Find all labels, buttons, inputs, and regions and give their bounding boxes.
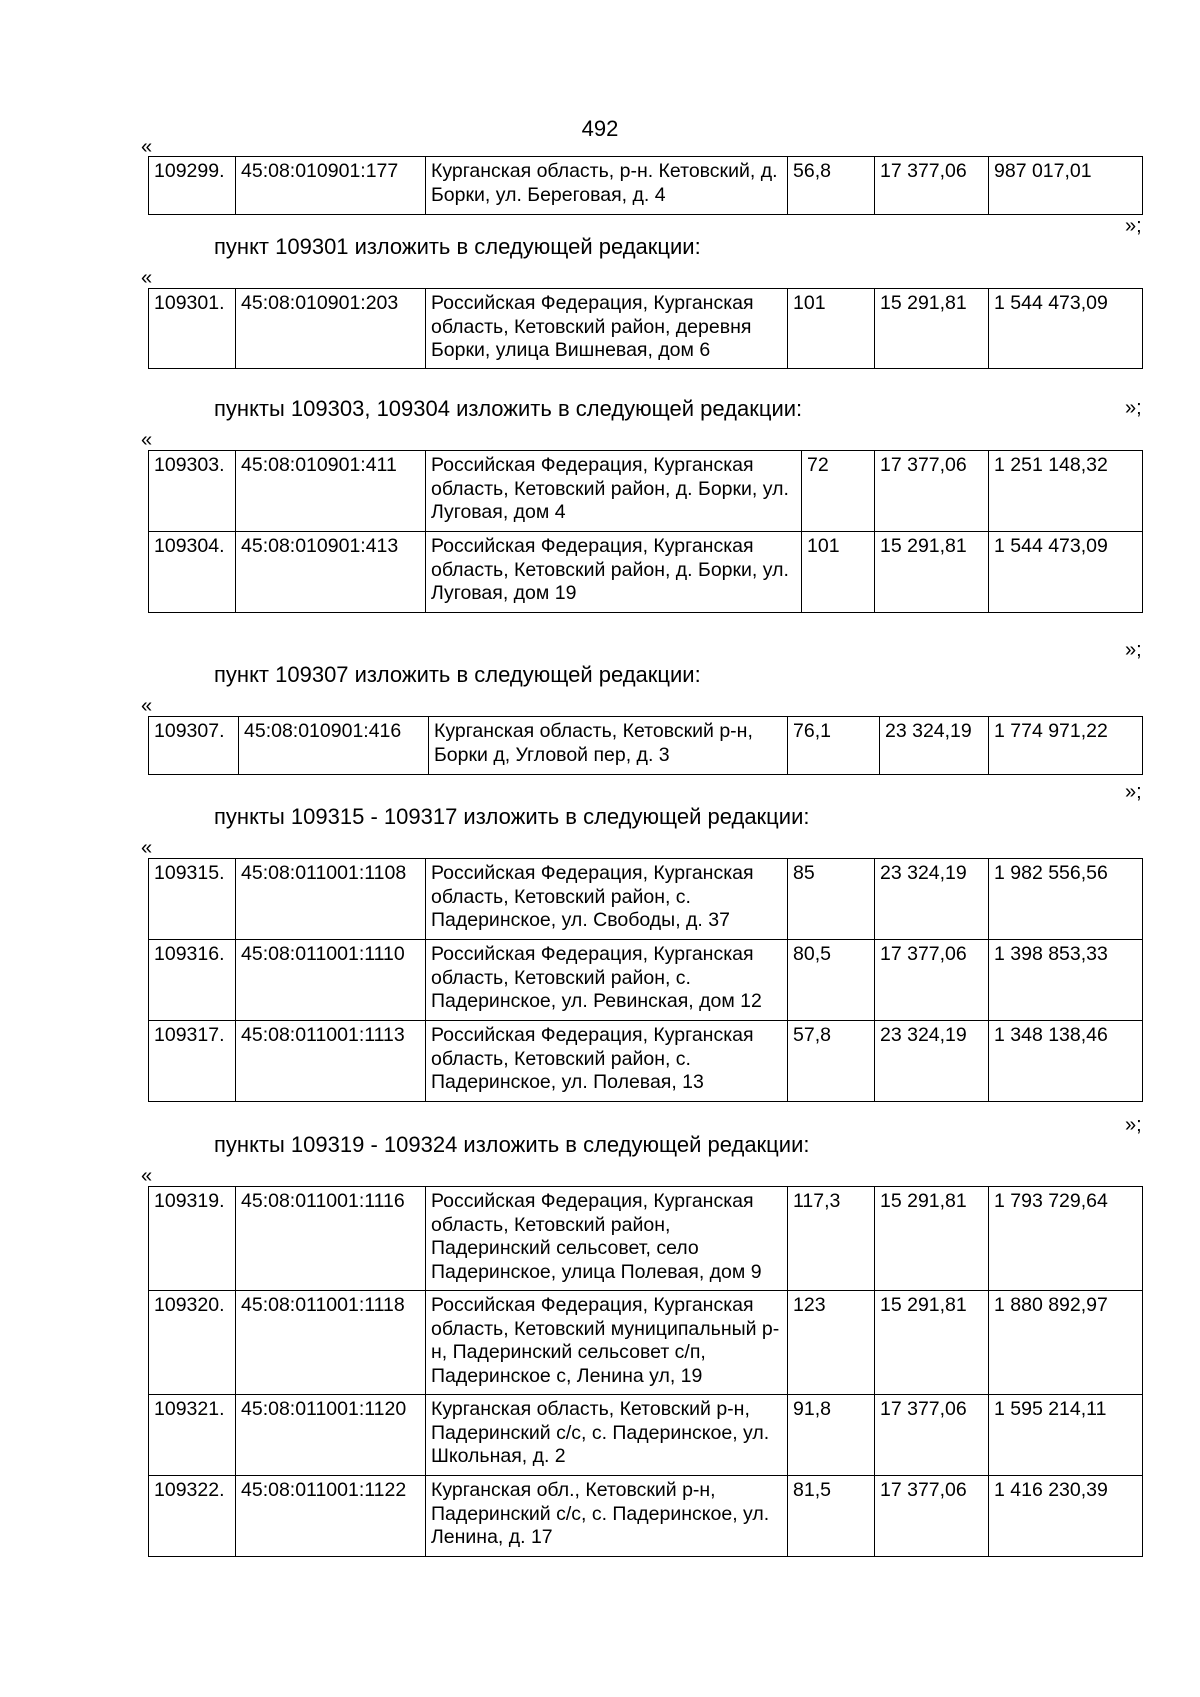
registry-table (148, 450, 1143, 613)
table-row (149, 451, 1143, 532)
address-cell: Курганская область, Кетовский р-н, Борки д, Угловой пер, д. 3 (429, 717, 788, 775)
registry-table (148, 858, 1143, 1102)
cadastral-number-cell: 45:08:011001:1110 (236, 940, 426, 1021)
opening-quote: « (141, 1165, 153, 1187)
opening-quote: « (141, 267, 153, 289)
cadastral-price-cell: 23 324,19 (875, 859, 989, 940)
row-number-cell: 109304. (149, 532, 236, 613)
table-row (149, 289, 1143, 369)
cadastral-price-cell: 17 377,06 (875, 157, 989, 215)
area-cell: 81,5 (788, 1476, 875, 1557)
row-number-cell: 109322. (149, 1476, 236, 1557)
address-cell: Российская Федерация, Курганская область, Кетовский район, д. Борки, ул. Луговая, дом 19 (426, 532, 802, 613)
cadastral-price-cell: 17 377,06 (875, 451, 989, 532)
area-cell: 85 (788, 859, 875, 940)
cadastral-number-cell: 45:08:011001:1116 (236, 1187, 426, 1291)
opening-quote: « (141, 837, 153, 859)
cadastral-price-cell: 17 377,06 (875, 1476, 989, 1557)
cadastral-price-cell: 17 377,06 (875, 1395, 989, 1476)
cadastral-number-cell: 45:08:011001:1122 (236, 1476, 426, 1557)
row-number-cell: 109319. (149, 1187, 236, 1291)
address-cell: Российская Федерация, Курганская область, Кетовский район, д. Борки, ул. Луговая, дом 4 (426, 451, 802, 532)
cadastral-value-cell: 1 398 853,33 (989, 940, 1143, 1021)
area-cell: 80,5 (788, 940, 875, 1021)
address-cell: Курганская обл., Кетовский р-н, Падеринский с/с, с. Падеринское, ул. Ленина, д. 17 (426, 1476, 788, 1557)
table-row (149, 157, 1143, 215)
amendment-instruction: пункты 109315 - 109317 изложить в следующей редакции: (214, 804, 810, 829)
row-number-cell: 109301. (149, 289, 236, 369)
area-cell: 123 (788, 1291, 875, 1395)
address-cell: Российская Федерация, Курганская область, Кетовский район, деревня Борки, улица Вишневая, дом 6 (426, 289, 788, 369)
row-number-cell: 109320. (149, 1291, 236, 1395)
row-number-cell: 109321. (149, 1395, 236, 1476)
cadastral-number-cell: 45:08:011001:1118 (236, 1291, 426, 1395)
cadastral-price-cell: 15 291,81 (875, 289, 989, 369)
registry-table (148, 288, 1143, 369)
closing-quote: »; (1125, 639, 1142, 661)
cadastral-value-cell: 1 544 473,09 (989, 532, 1143, 613)
table-row (149, 1021, 1143, 1102)
table-row (149, 1476, 1143, 1557)
cadastral-number-cell: 45:08:011001:1113 (236, 1021, 426, 1102)
closing-quote: »; (1125, 397, 1142, 419)
area-cell: 101 (788, 289, 875, 369)
cadastral-value-cell: 987 017,01 (989, 157, 1143, 215)
address-cell: Российская Федерация, Курганская область, Кетовский муниципальный р-н, Падеринский сельсовет с/п, Падеринское с, Ленина ул, 19 (426, 1291, 788, 1395)
table-row (149, 859, 1143, 940)
cadastral-value-cell: 1 416 230,39 (989, 1476, 1143, 1557)
address-cell: Курганская область, Кетовский р-н, Падеринский с/с, с. Падеринское, ул. Школьная, д. 2 (426, 1395, 788, 1476)
cadastral-value-cell: 1 348 138,46 (989, 1021, 1143, 1102)
cadastral-price-cell: 23 324,19 (880, 717, 989, 775)
amendment-instruction: пункты 109303, 109304 изложить в следующей редакции: (214, 396, 803, 421)
cadastral-value-cell: 1 982 556,56 (989, 859, 1143, 940)
table-row (149, 532, 1143, 613)
table-row (149, 1395, 1143, 1476)
closing-quote: »; (1125, 1114, 1142, 1136)
table-row (149, 940, 1143, 1021)
cadastral-price-cell: 23 324,19 (875, 1021, 989, 1102)
cadastral-price-cell: 15 291,81 (875, 532, 989, 613)
cadastral-number-cell: 45:08:011001:1120 (236, 1395, 426, 1476)
row-number-cell: 109299. (149, 157, 236, 215)
cadastral-price-cell: 17 377,06 (875, 940, 989, 1021)
table-row (149, 1291, 1143, 1395)
address-cell: Российская Федерация, Курганская область, Кетовский район, с. Падеринское, ул. Ревинская, дом 12 (426, 940, 788, 1021)
address-cell: Российская Федерация, Курганская область, Кетовский район, с. Падеринское, ул. Полевая, 13 (426, 1021, 788, 1102)
address-cell: Курганская область, р-н. Кетовский, д. Борки, ул. Береговая, д. 4 (426, 157, 788, 215)
cadastral-value-cell: 1 595 214,11 (989, 1395, 1143, 1476)
amendment-instruction: пункт 109307 изложить в следующей редакции: (214, 662, 701, 687)
opening-quote: « (141, 429, 153, 451)
area-cell: 101 (802, 532, 875, 613)
address-cell: Российская Федерация, Курганская область, Кетовский район, с. Падеринское, ул. Свободы, д. 37 (426, 859, 788, 940)
opening-quote: « (141, 136, 153, 158)
row-number-cell: 109317. (149, 1021, 236, 1102)
cadastral-value-cell: 1 544 473,09 (989, 289, 1143, 369)
area-cell: 91,8 (788, 1395, 875, 1476)
cadastral-number-cell: 45:08:010901:203 (236, 289, 426, 369)
cadastral-price-cell: 15 291,81 (875, 1291, 989, 1395)
cadastral-number-cell: 45:08:010901:177 (236, 157, 426, 215)
cadastral-value-cell: 1 774 971,22 (989, 717, 1143, 775)
area-cell: 56,8 (788, 157, 875, 215)
area-cell: 72 (802, 451, 875, 532)
opening-quote: « (141, 695, 153, 717)
area-cell: 76,1 (788, 717, 880, 775)
registry-table (148, 1186, 1143, 1557)
amendment-instruction: пункты 109319 - 109324 изложить в следующей редакции: (214, 1132, 810, 1157)
amendment-instruction: пункт 109301 изложить в следующей редакции: (214, 234, 701, 259)
closing-quote: »; (1125, 215, 1142, 237)
cadastral-number-cell: 45:08:011001:1108 (236, 859, 426, 940)
row-number-cell: 109307. (149, 717, 239, 775)
table-row (149, 717, 1143, 775)
cadastral-price-cell: 15 291,81 (875, 1187, 989, 1291)
row-number-cell: 109315. (149, 859, 236, 940)
cadastral-value-cell: 1 880 892,97 (989, 1291, 1143, 1395)
table-row (149, 1187, 1143, 1291)
row-number-cell: 109316. (149, 940, 236, 1021)
page-number: 492 (581, 116, 619, 141)
area-cell: 117,3 (788, 1187, 875, 1291)
registry-table (148, 156, 1143, 215)
cadastral-number-cell: 45:08:010901:411 (236, 451, 426, 532)
cadastral-value-cell: 1 793 729,64 (989, 1187, 1143, 1291)
registry-table (148, 716, 1143, 775)
closing-quote: »; (1125, 781, 1142, 803)
cadastral-number-cell: 45:08:010901:416 (239, 717, 429, 775)
row-number-cell: 109303. (149, 451, 236, 532)
cadastral-value-cell: 1 251 148,32 (989, 451, 1143, 532)
address-cell: Российская Федерация, Курганская область, Кетовский район, Падеринский сельсовет, село Падеринское, улица Полевая, дом 9 (426, 1187, 788, 1291)
cadastral-number-cell: 45:08:010901:413 (236, 532, 426, 613)
area-cell: 57,8 (788, 1021, 875, 1102)
